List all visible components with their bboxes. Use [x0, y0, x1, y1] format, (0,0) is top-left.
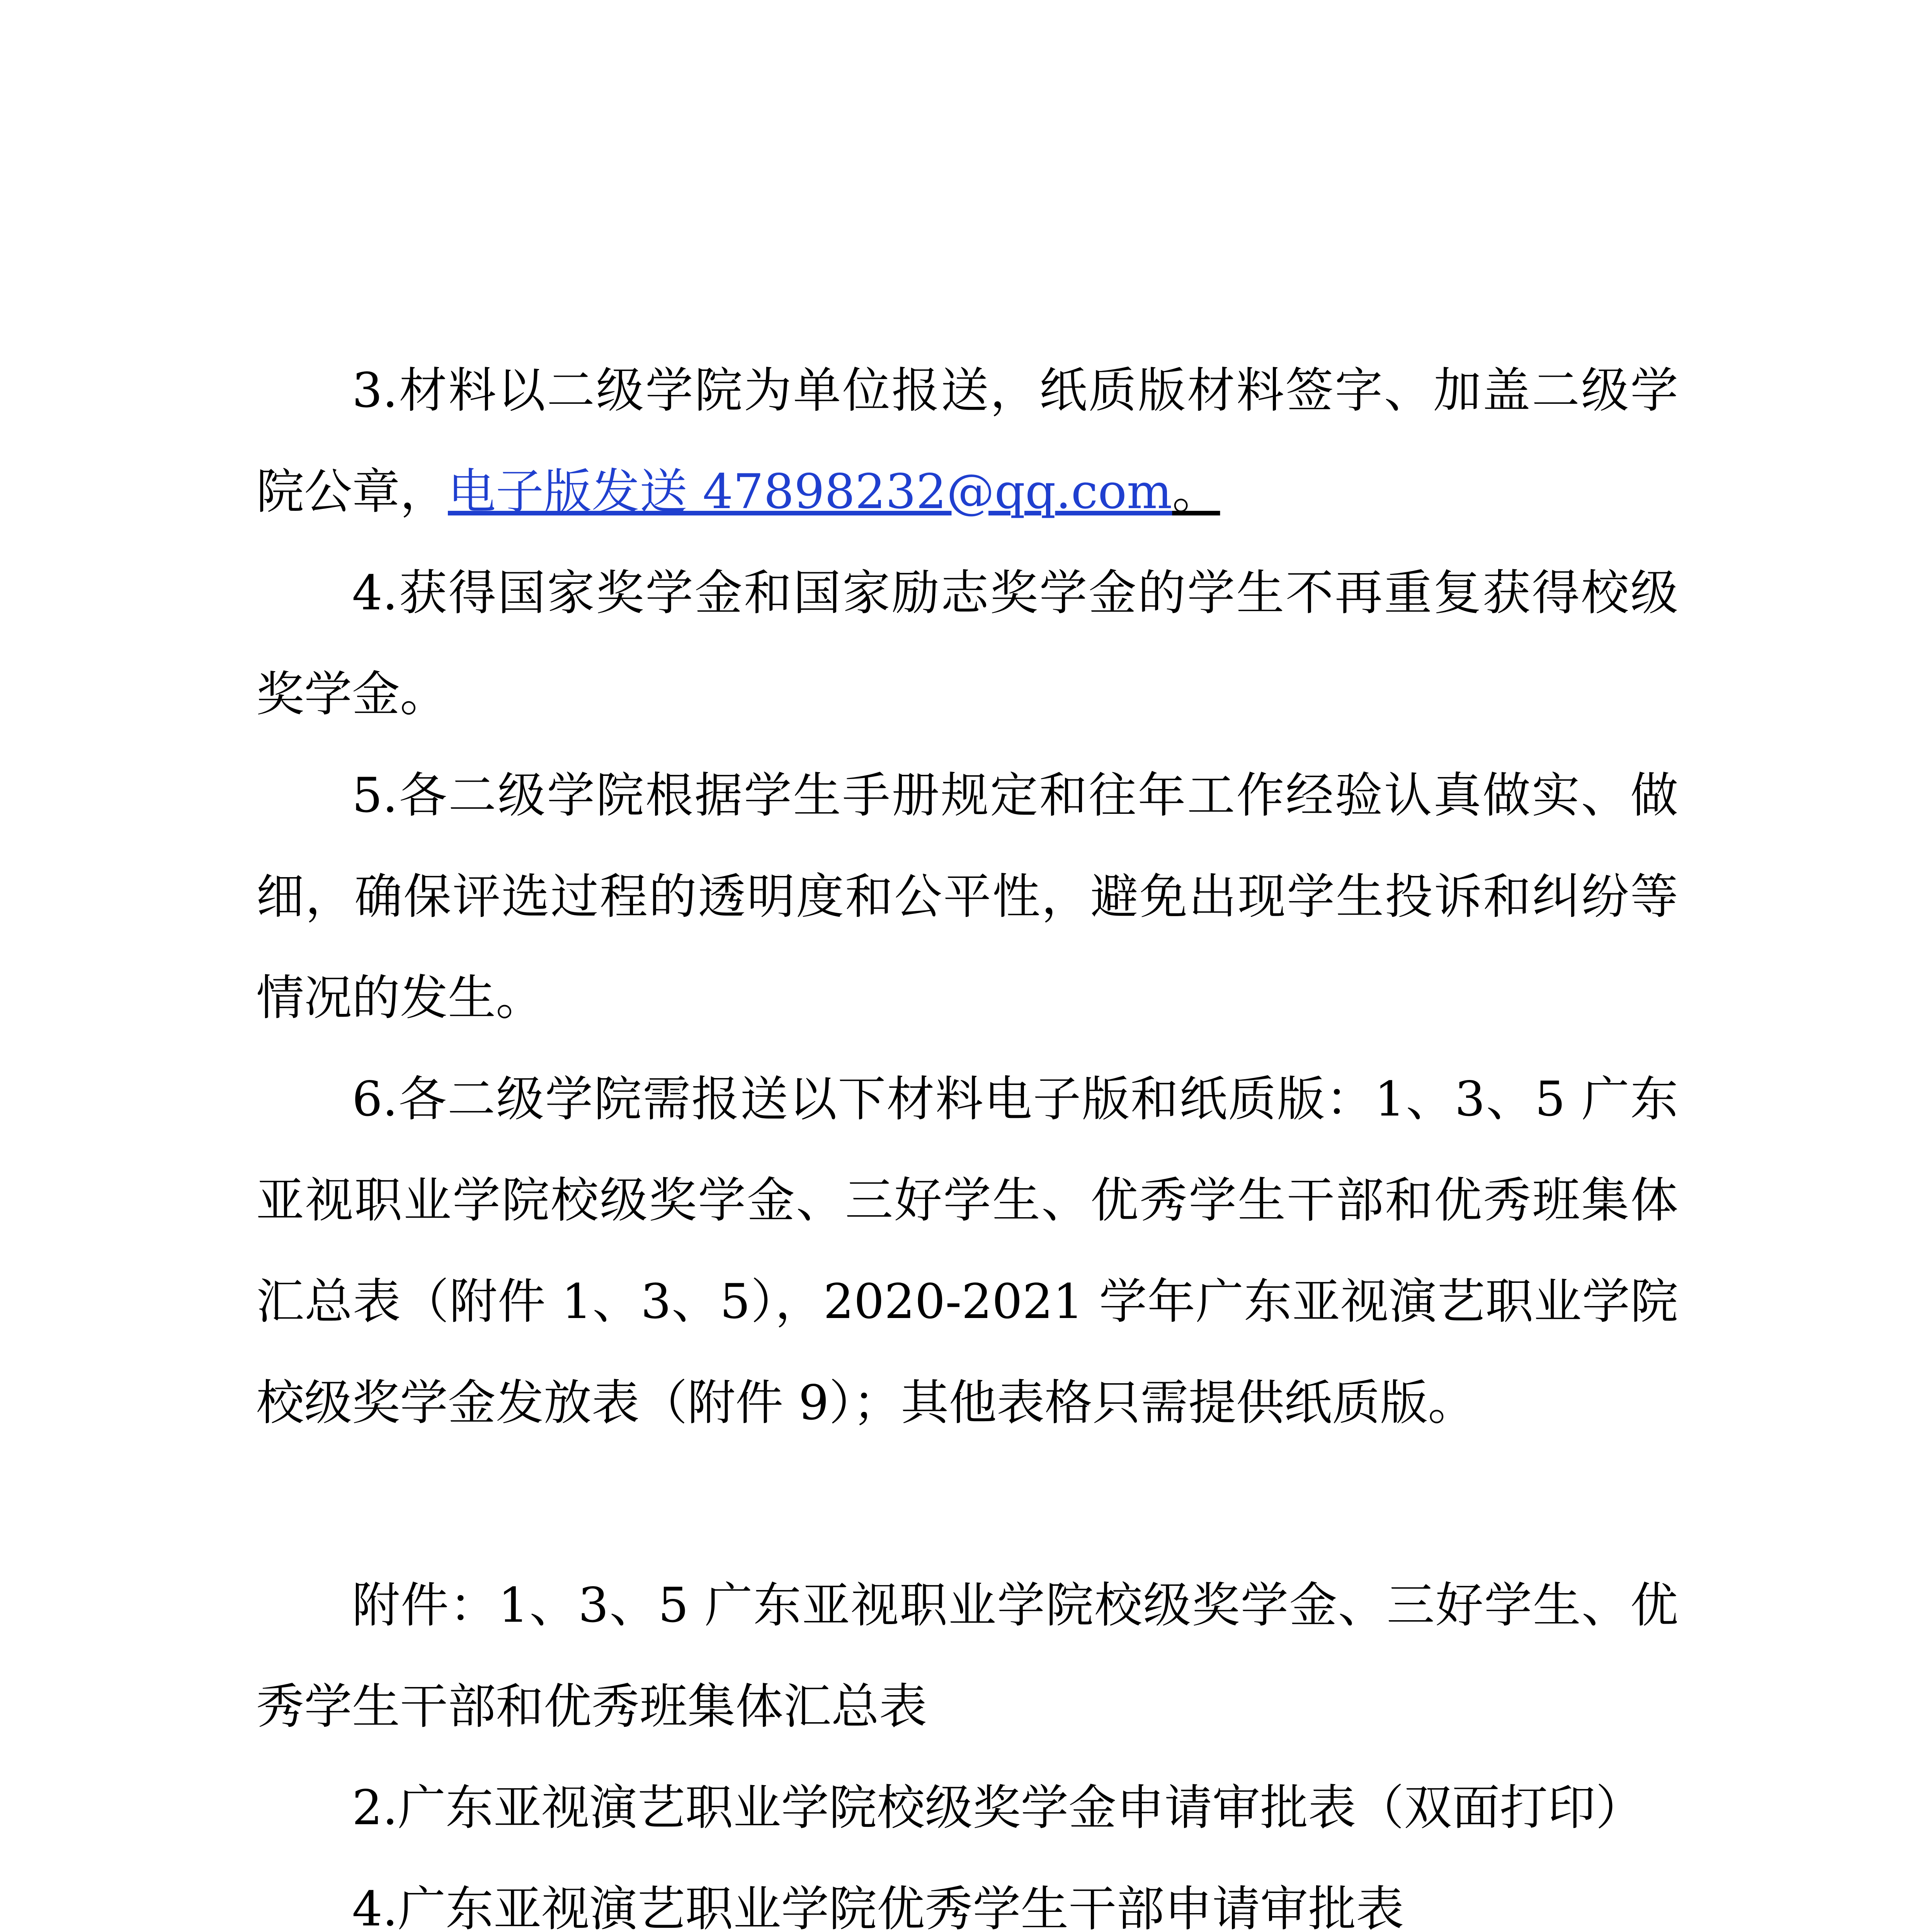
paragraph-5: 5.各二级学院根据学生手册规定和往年工作经验认真做实、做细，确保评选过程的透明度和公平性，避免出现学生投诉和纠纷等情况的发生。 — [256, 768, 1678, 1026]
email-link-group[interactable] — [448, 464, 1220, 520]
paragraph-3-end: 。 — [1172, 464, 1220, 520]
paragraph-4: 4.获得国家奖学金和国家励志奖学金的学生不再重复获得校级奖学金。 — [256, 565, 1678, 722]
attachments-heading: 附件：1、3、5 广东亚视职业学院校级奖学金、三好学生、优秀学生干部和优秀班集体汇总表 — [256, 1578, 1678, 1735]
paragraph-6: 6.各二级学院需报送以下材料电子版和纸质版：1、3、5 广东亚视职业学院校级奖学金、三好学生、优秀学生干部和优秀班集体汇总表（附件 1、3、5），2020-2021 学年广东亚视演艺职业学院校级奖学金发放表（附件 9）；其他表格只需提供纸质版。 — [256, 1071, 1678, 1431]
email-link[interactable]: 电子版发送 47898232@qq.com — [448, 464, 1172, 520]
document-body — [256, 340, 1678, 1932]
attachment-item-2: 2.广东亚视演艺职业学院校级奖学金申请审批表（双面打印） — [352, 1780, 1644, 1836]
paragraph-3 — [256, 340, 1678, 543]
section-gap — [256, 1454, 1678, 1555]
paragraph-3-text: 3.材料以二级学院为单位报送，纸质版材料签字、加盖二级学院公章， — [256, 363, 1678, 520]
attachment-item-4: 4.广东亚视演艺职业学院优秀学生干部申请审批表 — [352, 1881, 1404, 1932]
